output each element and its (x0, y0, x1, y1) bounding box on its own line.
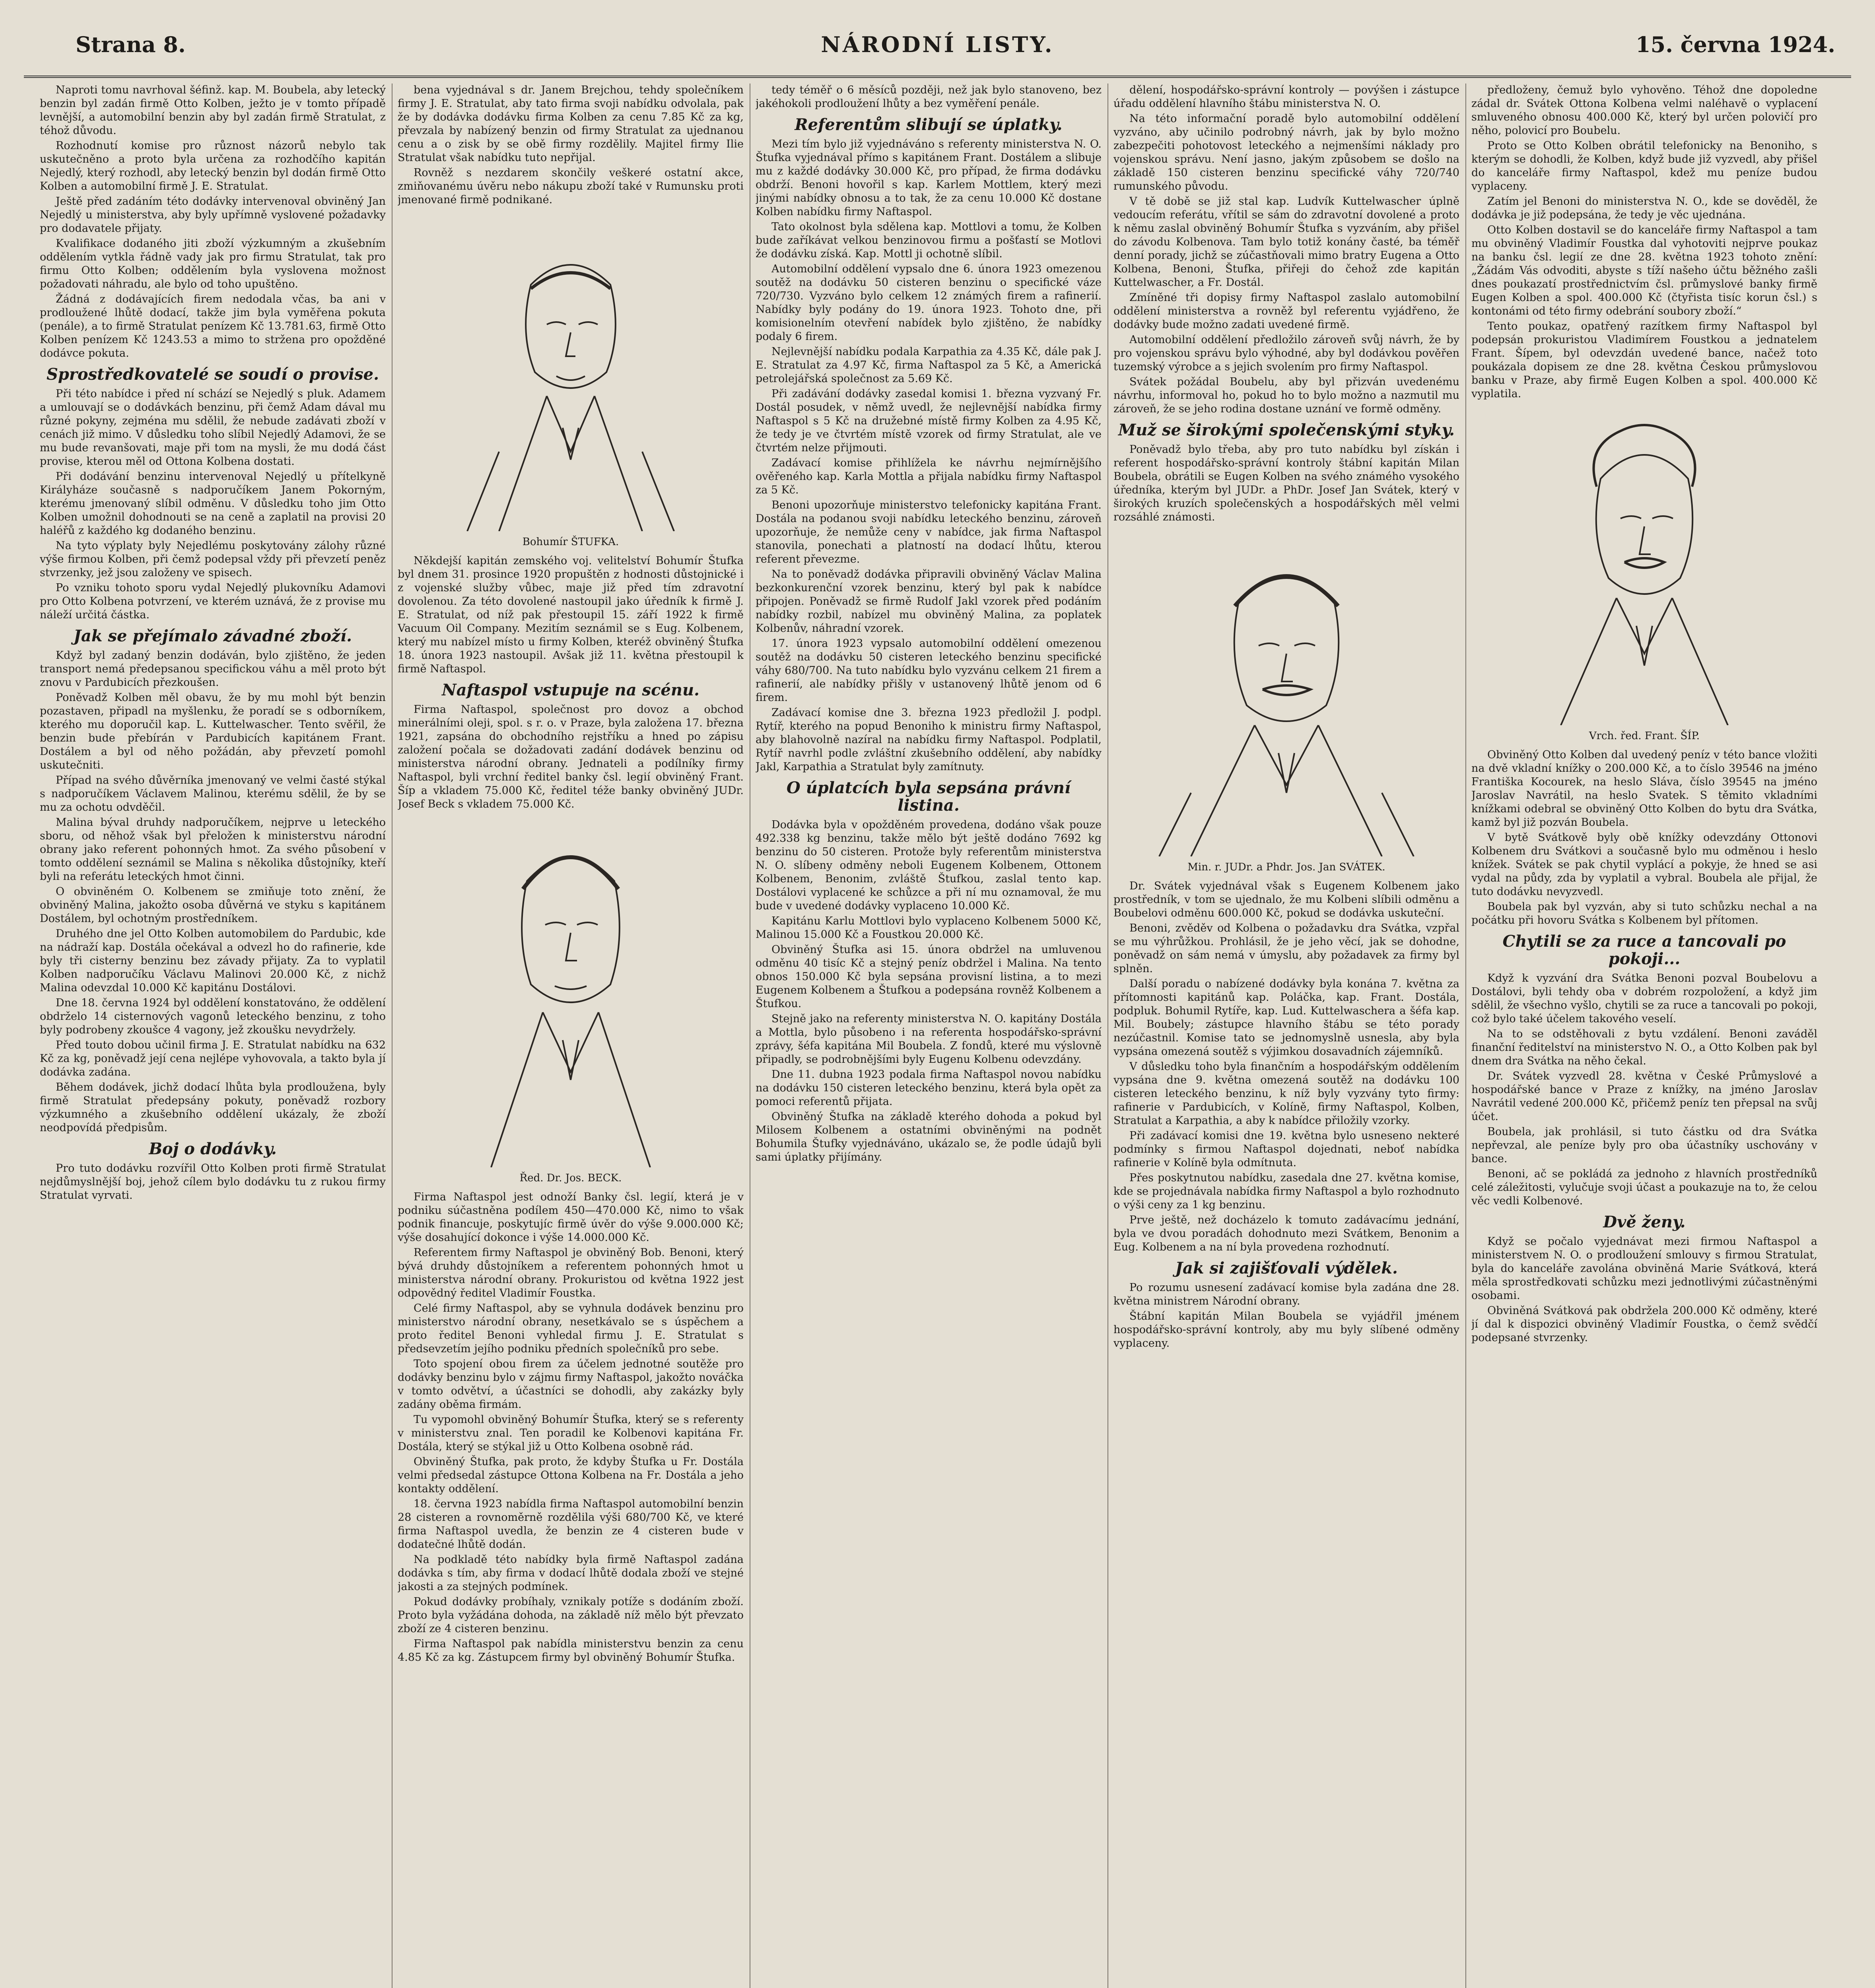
portrait-caption: Bohumír ŠTUFKA. (522, 536, 619, 548)
article-paragraph: Benoni, zvěděv od Kolbena o požadavku dra Svátka, vzpřal se mu výhrůžkou. Prohlásil, že je jeho věcí, jak se dohodne, poněvadž on sám nemá v úmyslu, aby požadavek za firmy byl splněn. (1113, 922, 1459, 975)
article-paragraph: bena vyjednával s dr. Janem Brejchou, tehdy společníkem firmy J. E. Stratulat, aby tato firma svoji nabídku odvolala, pak že by dodávka dodávku firma Kolben za cenu 7.85 Kč za kg, převzala by nabízený benzin od firmy Stratulat za ujednanou cenu a o zisk by se obě firmy rozdělily. Majitel firmy Ilie Stratulat však nabídku tuto nepřijal. (398, 84, 744, 164)
article-paragraph: Malina býval druhdy nadporučíkem, nejprve u leteckého sboru, od něhož však byl přeložen k ministerstvu národní obrany jako referent pohonných hmot. Za svého působení v tomto oddělení seznámil se Malina s několika důstojníky, kteří byli na referátu leteckých hmot činni. (40, 816, 386, 883)
column-5 (1471, 83, 1817, 1988)
article-paragraph: Obviněná Svátková pak obdržela 200.000 Kč odměny, které jí dal k dispozici obviněný Vladimír Foustka, o čemž svědčí podepsané stvrzenky. (1471, 1305, 1817, 1344)
article-paragraph: Tento poukaz, opatřený razítkem firmy Naftaspol byl podepsán prokuristou Vladimírem Foustkou a jednatelem Frant. Šípem, byl odevzdán uvedené bance, načež toto poukázala dopisem ze dne 28. května Českou průmyslovou banku v Praze, aby firmě Eugen Kolben a spol. 400.000 Kč vyplatila. (1471, 320, 1817, 400)
article-paragraph: Dne 18. června 1924 byl oddělení konstatováno, že oddělení obdrželo 14 cisternových vagonů leteckého benzinu, z toho byly podrobeny zkoušce 4 vagony, jež zkoušku nevydržely. (40, 997, 386, 1036)
portrait-caption: Vrch. řed. Frant. ŠÍP. (1589, 730, 1700, 742)
article-paragraph: Přes poskytnutou nabídku, zasedala dne 27. května komise, kde se projednávala nabídka firmy Naftaspol a bylo rozhodnuto o výši ceny za 1 kg benzinu. (1113, 1172, 1459, 1211)
portrait-sketch (451, 817, 690, 1167)
article-paragraph: Pro tuto dodávku rozvířil Otto Kolben proti firmě Stratulat nejdůmyslnější boj, jehož cílem bylo dodávku tu z rukou firmy Stratulat vyrvati. (40, 1162, 386, 1202)
section-heading: Jak si zajišťovali výdělek. (1175, 1259, 1398, 1277)
article-paragraph: Obviněný Otto Kolben dal uvedený peníz v této bance vložiti na dvě vkladní knížky o 200.000 Kč, a to číslo 39546 na jméno Františka Kocourek, na heslo Sláva, číslo 39545 na jméno Jaroslav Navrátil, na heslo Svatek. S těmito vkladními knížkami odebral se obviněný Otto Kolben do bytu dra Svátka, kamž byl již pozván Boubela. (1471, 749, 1817, 829)
article-paragraph: Kvalifikace dodaného jiti zboží výzkumným a zkušebním oddělením vytkla řádně vady jak pro firmu Stratulat, tak pro firmu Otto Kolben; oddělením byla vyslovena možnost požadovati náhradu, ale bylo od toho upuštěno. (40, 237, 386, 290)
article-paragraph: Když byl zadaný benzin dodáván, bylo zjištěno, že jeden transport nemá předepsanou specifickou váhu a měl proto být znovu v Pardubicích přezkoušen. (40, 649, 386, 689)
article-paragraph: Zadávací komise dne 3. března 1923 předložil J. podpl. Rytíř, kterého na popud Benoniho k ministru firmy Naftaspol, aby blahovolně nazíral na nabídku firmy Naftaspol. Podplatil, Rytíř navrhl podle zvláštní zkušebního oddělení, aby nabídky Jakl, Karpathia a Stratulat byly zamítnuty. (756, 707, 1102, 773)
section-heading: Muž se širokými společenskými styky. (1118, 421, 1455, 439)
article-paragraph: Firma Naftaspol jest odnoží Banky čsl. legií, která je v podniku súčastněna podílem 450—470.000 Kč, nimo to však podnik financuje, poskytujíc firmě úvěr do výše 9.000.000 Kč; výše dosahující dokonce i výše 14.000.000 Kč. (398, 1191, 744, 1244)
portrait-sketch (1143, 530, 1430, 856)
article-paragraph: Na to se odstěhovali z bytu vzdálení. Benoni zaváděl finanční ředitelství na ministerstvo N. O., a Otto Kolben pak byl dnem dra Svátka na něho čekal. (1471, 1028, 1817, 1067)
article-paragraph: Někdejší kapitán zemského voj. velitelství Bohumír Štufka byl dnem 31. prosince 1920 propuštěn z hodnosti důstojnické i z vojenské služby vůbec, maje již před tím zdravotní dovolenou. Za této dovolené nastoupil jako úředník k firmě J. E. Stratulat, od níž pak přestoupil 15. září 1922 k firmě Vacuum Oil Company. Mezitím seznámil se s Eug. Kolbenem, který mu nabízel místo u firmy Kolben, kteréž obviněný Štufka 18. února 1923 nastoupil. Avšak již 11. května přestoupil k firmě Naftaspol. (398, 555, 744, 675)
article-paragraph: Druhého dne jel Otto Kolben automobilem do Pardubic, kde na nádraží kap. Dostála očekával a odvezl ho do rafinerie, kde byly tři cisterny benzinu bez závady přijaty. Za to vyplatil Kolben nadporučíku Václavu Malinovi 20.000 Kč, z nichž Malina odevzdal 10.000 Kč kapitánu Dostálovi. (40, 928, 386, 994)
article-paragraph: Prve ještě, než docházelo k tomuto zadávacímu jednání, byla ve dvou poradách dohodnuto mezi Svátkem, Benonim a Eug. Kolbenem a na ní byla provedena rozhodnutí. (1113, 1214, 1459, 1253)
article-paragraph: Poněvadž Kolben měl obavu, že by mu mohl být benzin pozastaven, připadl na myšlenku, že poradí se s odborníkem, kterého mu doporučil kap. L. Kuttelwascher. Tento svěřil, že benzin bude přebírán v Pardubicích kapitánem Frant. Dostálem a byl od něho požádán, aby převzetí pomohl uskutečniti. (40, 691, 386, 771)
section-heading: Naftaspol vstupuje na scénu. (442, 681, 699, 699)
article-paragraph: Otto Kolben dostavil se do kanceláře firmy Naftaspol a tam mu obviněný Vladimír Foustka dal vyhotoviti nejprve poukaz na banku čsl. legií ze dne 28. května 1923 tohoto znění: „Žádám Vás odvoditi, abyste s tíží našeho účtu běžného zašli dnes poukazatí prostřednictvím čsl. průmyslové banky firmě Eugen Kolben a spol. 400.000 Kč (čtyřista tisíc korun čsl.) s kontonámi od této firmy odebrání soubory zboží.“ (1471, 224, 1817, 317)
article-paragraph: 17. února 1923 vypsalo automobilní oddělení omezenou soutěž na dodávku 50 cisteren leteckého benzinu specifické váhy 680/700. Na tuto nabídku bylo vyzvánu celkem 21 firem a rafinerií, ale nabídky přišly v ustanovený lhůtě jenom od 6 firem. (756, 637, 1102, 704)
article-paragraph: Firma Naftaspol, společnost pro dovoz a obchod minerálními oleji, spol. s r. o. v Praze, byla založena 17. března 1921, zapsána do obchodního rejstříku a hned po zápisu založení počala se dožadovati zadání dodávek benzinu od ministerstva národní obrany. Jednateli a podílníky firmy Naftaspol, byli vrchní ředitel banky čsl. legií obviněný Frant. Šíp a vkladem 75.000 Kč, ředitel téže banky obviněný JUDr. Josef Beck s vkladem 75.000 Kč. (398, 703, 744, 810)
article-paragraph: Rozhodnutí komise pro různost názorů nebylo tak uskutečněno a proto byla určena za rozhodčího kapitán Nejedlý, který rozhodl, aby letecký benzin byl dodán firmě Otto Kolben a automobilní firmě J. E. Stratulat. (40, 140, 386, 192)
issue-date: 15. června 1924. (1636, 32, 1835, 57)
article-paragraph: Nejlevnější nabídku podala Karpathia za 4.35 Kč, dále pak J. E. Stratulat za 4.97 Kč, firma Naftaspol za 5 Kč, a Americká petrolejářská společnost za 5.69 Kč. (756, 346, 1102, 385)
article-paragraph: Automobilní oddělení vypsalo dne 6. února 1923 omezenou soutěž na dodávku 50 cisteren benzinu o specifické váze 720/730. Vyzváno bylo celkem 12 známých firem a rafinerií. Nabídky byly podány do 19. února 1923. Tohoto dne, při komisionelním otevření nabídek bylo zjištěno, že nabídky podaly 6 firem. (756, 263, 1102, 343)
article-paragraph: Při zadávání dodávky zasedal komisi 1. března vyzvaný Fr. Dostál posudek, v němž uvedl, že nejlevnější nabídka firmy Naftaspol s 5 Kč na družebné místě firmy Kolben za 4.95 Kč, že tedy je ve čtvrtém místě vzorek od firmy Stratulat, ale ve čtvrtém nelze přijmouti. (756, 388, 1102, 454)
article-paragraph: Štábní kapitán Milan Boubela se vyjádřil jménem hospodářsko-správní kontroly, aby mu byly slíbené odměny vyplaceny. (1113, 1310, 1459, 1349)
article-paragraph: Na tyto výplaty byly Nejedlému poskytovány zálohy různé výše firmou Kolben, při čemž podepsal vždy při převzetí peněz stvrzenky, jež jsou založeny ve spisech. (40, 540, 386, 579)
article-paragraph: Žádná z dodávajících firem nedodala včas, ba ani v prodloužené lhůtě dodací, takže jim byla vyměřena pokuta (penále), a to firmě Stratulat penízem Kč 13.781.63, firmě Otto Kolben penízem Kč 1243.53 a mimo to stržena pro opožděné dodávce pokuta. (40, 293, 386, 359)
portrait-sip (1471, 407, 1817, 725)
portrait-svatek (1113, 530, 1459, 856)
article-paragraph: Obviněný Štufka asi 15. února obdržel na umluvenou odměnu 40 tisíc Kč a stejný peníz obdržel i Malina. Na tento obnos 150.000 Kč byla sepsána provisní listina, a to mezi Eugenem Kolbenem a Štufkou a podepsána rovněž Kolbenem a Štufkou. (756, 944, 1102, 1010)
article-paragraph: dělení, hospodářsko-správní kontroly — povýšen i zástupce úřadu oddělení hlavního štábu ministerstva N. O. (1113, 84, 1459, 110)
article-paragraph: Když se počalo vyjednávat mezi firmou Naftaspol a ministerstvem N. O. o prodloužení smlouvy s firmou Stratulat, byla do kanceláře zavolána obviněná Marie Svátková, která měla sprostředkovati schůzku mezi jednotlivými zúčastněnými osobami. (1471, 1235, 1817, 1302)
article-paragraph: Dr. Svátek vyjednával však s Eugenem Kolbenem jako prostředník, v tom se ujednalo, že mu Kolbeni slíbili odměnu a Boubelovi odměnu 600.000 Kč, pokud se dodávka uskuteční. (1113, 880, 1459, 919)
article-paragraph: Naproti tomu navrhoval šéfinž. kap. M. Boubela, aby letecký benzin byl zadán firmě Otto Kolben, ježto je v tomto případě levnější, a automobilní benzin aby byl zadán firmě Stratulat, z téhož důvodu. (40, 84, 386, 137)
article-paragraph: Pokud dodávky probíhaly, vznikaly potíže s dodáním zboží. Proto byla vyžádána dohoda, na základě níž mělo být převzato zboží ze 4 cisteren benzinu. (398, 1596, 744, 1635)
section-heading: Dvě ženy. (1603, 1213, 1686, 1231)
article-paragraph: Zatím jel Benoni do ministerstva N. O., kde se dověděl, že dodávka je již podepsána, že tedy je věc ujednána. (1471, 195, 1817, 221)
article-paragraph: Dne 11. dubna 1923 podala firma Naftaspol novou nabídku na dodávku 150 cisteren leteckého benzinu, která byla opět za pomoci referentů přijata. (756, 1068, 1102, 1108)
portrait-caption: Min. r. JUDr. a Phdr. Jos. Jan SVÁTEK. (1187, 861, 1385, 873)
article-paragraph: Při dodávání benzinu intervenoval Nejedlý u přítelkyně Királyháze současně s nadporučíkem Janem Pokorným, kterému jmenovaný slíbil odměnu. V důsledku toho jim Otto Kolben umožnil dohodnouti se na ceně a zaplatil na provisi 20 haléřů z každého kg dodaného benzinu. (40, 470, 386, 537)
portrait-caption: Řed. Dr. Jos. BECK. (519, 1172, 622, 1184)
column-rule (1465, 83, 1466, 1988)
section-heading: Sprostředkovatelé se soudí o provise. (46, 365, 379, 384)
article-paragraph: Když k vyzvání dra Svátka Benoni pozval Boubelovu a Dostálovi, byli tehdy oba v dobrém rozpoložení, a když jim sdělil, že všechno vyšlo, chytili se za ruce a tancovali po pokoji, což bylo také účelem takového veselí. (1471, 972, 1817, 1025)
page-number: Strana 8. (76, 32, 186, 57)
section-heading: Chytili se za ruce a tancovali po pokoji... (1502, 932, 1786, 968)
portrait-stufka (398, 213, 744, 531)
article-paragraph: Mezi tím bylo již vyjednáváno s referenty ministerstva N. O. Štufka vyjednával přímo s kapitánem Frant. Dostálem a slibuje mu z každé dodávky 30.000 Kč, pro případ, že firma dodávku obdrží. Benoni hovořil s kap. Karlem Mottlem, který mezi jinými nabídky obnosu a to tak, že za cenu 10.000 Kč dostane Kolben nabídku firmy Naftaspol. (756, 138, 1102, 218)
section-heading: Jak se přejímalo závadné zboží. (74, 627, 352, 645)
article-paragraph: Obviněný Štufka na základě kterého dohoda a pokud byl Milosem Kolbenem a ostatními obviněnými na podnět Bohumila Štufky vyjednáváno, ukázalo se, že podle údajů byli sami úplatky přijímány. (756, 1110, 1102, 1163)
column-3 (756, 83, 1102, 1988)
article-paragraph: Dr. Svátek vyzvedl 28. května v České Průmyslové a hospodářské bance v Praze z knížky, na jméno Jaroslav Navrátil vedené 200.000 Kč, přičemž peníz ten přepsal na svůj účet. (1471, 1070, 1817, 1123)
article-paragraph: Rovněž s nezdarem skončily veškeré ostatní akce, zmiňovanému úvěru nebo nákupu zboží také v Rumunsku proti jmenované firmě podnikané. (398, 167, 744, 206)
article-paragraph: Při zadávací komisi dne 19. května bylo usneseno nekteré podmínky s firmou Naftaspol dojednati, neboť nabídka rafinerie v Kolíně byla odmítnuta. (1113, 1130, 1459, 1169)
newspaper-title: NÁRODNÍ LISTY. (821, 32, 1054, 57)
portrait-beck (398, 817, 744, 1167)
article-paragraph: Při této nabídce i před ní schází se Nejedlý s pluk. Adamem a umlouvají se o dodávkách benzinu, při čemž Adam dával mu různé pokyny, zejména mu sdělil, že nebude zadávati zboží v cenách již mimo. V důsledku toho slíbil Nejedlý Adamovi, že se mu bude revanšovati, maje při tom na mysli, že mu dodá část provise, kterou měl od Ottona Kolbena dostati. (40, 388, 386, 468)
portrait-sketch (451, 213, 690, 531)
article-paragraph: Další poradu o nabízené dodávky byla konána 7. května za přítomnosti kapitánů kap. Poláčka, kap. Frant. Dostála, podpluk. Bohumil Rytíře, kap. Lud. Kuttelwaschera a šéfa kap. Mil. Boubely; zástupce hlavního štábu se této porady nezúčastnil. Komise tato se jednomyslně usnesla, aby byla vypsána omezená soutěž s výjimkou dosavadních zájemníků. (1113, 978, 1459, 1058)
article-paragraph: Na podkladě této nabídky byla firmě Naftaspol zadána dodávka s tím, aby firma v dodací lhůtě dodala zboží ve stejné jakosti a za stejných podmínek. (398, 1553, 744, 1593)
article-paragraph: Dodávka byla v opožděném provedena, dodáno však pouze 492.338 kg benzinu, takže mělo být ještě dodáno 7692 kg benzinu do 50 cisteren. Protože byly referentům ministerstva N. O. slíbeny odměny neboli Eugenem Kolbenem, Ottonem Kolbenem, Benonim, zvláště Štufkou, zaslal tento kap. Dostálovi vyplacené ke schůzce a při ní mu oznamoval, že mu bude v uvedené dodávky vyplaceno 10.000 Kč. (756, 819, 1102, 912)
article-paragraph: Zmíněné tři dopisy firmy Naftaspol zaslalo automobilní oddělení ministerstva a rovněž byl referentu vyjádřeno, že dodávky bude možno zadati uvedené firmě. (1113, 291, 1459, 331)
article-paragraph: Před touto dobou učinil firma J. E. Stratulat nabídku na 632 Kč za kg, poněvadž její cena nejlépe vyhovovala, a takto byla jí dodávka zadána. (40, 1039, 386, 1078)
article-paragraph: O obviněném O. Kolbenem se zmiňuje toto znění, že obviněný Malina, jakožto osoba důvěrná ve styku s kapitánem Dostálem, byl ochotným prostředníkem. (40, 885, 386, 925)
article-paragraph: Boubela, jak prohlásil, si tuto částku od dra Svátka nepřevzal, ale peníze byly pro oba účastníky uschovány v bance. (1471, 1126, 1817, 1165)
article-paragraph: 18. června 1923 nabídla firma Naftaspol automobilní benzin 28 cisteren a rovnoměrně rozdělila výši 680/700 Kč, ve které firma Naftaspol uvedla, že benzin ze 4 cisteren bude v dodatečné lhůtě dodán. (398, 1498, 744, 1551)
portrait-sketch (1521, 407, 1768, 725)
article-paragraph: Celé firmy Naftaspol, aby se vyhnula dodávek benzinu pro ministerstvo národní obrany, nesetkávalo se s úspěchem a proto ředitel Benoni vyhledal firmu J. E. Stratulat s předsevzetím jejího podniku předních společníků pro sebe. (398, 1302, 744, 1355)
article-paragraph: Po rozumu usnesení zadávací komise byla zadána dne 28. května ministrem Národní obrany. (1113, 1281, 1459, 1307)
article-paragraph: Automobilní oddělení předložilo zároveň svůj návrh, že by pro vojenskou správu bylo výhodné, aby byl dodávkou pověřen tuzemský výrobce a s jejich svolením pro firmy Naftaspol. (1113, 334, 1459, 373)
article-paragraph: Proto se Otto Kolben obrátil telefonicky na Benoniho, s kterým se dohodli, že Kolben, když bude již vyzvedl, aby přišel do kanceláře firmy Naftaspol, kdež mu peníze budou vyplaceny. (1471, 140, 1817, 192)
article-paragraph: Během dodávek, jichž dodací lhůta byla prodloužena, byly firmě Stratulat předepsány pokuty, poněvadž rozbory výzkumného a zkušebního oddělení ukázaly, že zboží neodpovídá předpisům. (40, 1081, 386, 1134)
masthead (24, 16, 1851, 78)
article-paragraph: Po vzniku tohoto sporu vydal Nejedlý plukovníku Adamovi pro Otto Kolbena potvrzení, ve kterém uznává, že z provise mu náleží určitá částka. (40, 582, 386, 621)
section-heading: O úplatcích byla sepsána právní listina. (786, 779, 1071, 815)
article-paragraph: Na to poněvadž dodávka připravili obviněný Václav Malina bezkonkurenční vzorek benzinu, který byl pak k nabídce připojen. Poněvadž se firmě Rudolf Jakl vzorek před podáním nabídky rozbil, nabízel mu obviněný Malina, za poplatek Kolbenův, náhradní vzorek. (756, 568, 1102, 635)
article-paragraph: Benoni, ač se pokládá za jednoho z hlavních prostředníků celé záležitosti, vylučuje svoji účast a poukazuje na to, že celou věc vedli Kolbenové. (1471, 1168, 1817, 1207)
article-paragraph: V tě době se již stal kap. Ludvík Kuttelwascher úplně vedoucím referátu, vřítil se sám do zdravotní dovolené a proto k němu zaslal obviněný Bohumír Štufka s vyzváním, aby přišel do závodu Kolbenova. Tam bylo totiž konány časté, ba téměř denní porady, jichž se zúčastňovali mimo bratry Eugena a Otto Kolbena, Benoni, Štufka, přiřeji do čehož zde kapitán Kuttelwascher, a Fr. Dostál. (1113, 195, 1459, 289)
article-paragraph: Boubela pak byl vyzván, aby si tuto schůzku nechal a na počátku při hovoru Svátka s Kolbenem byl přítomen. (1471, 901, 1817, 926)
article-paragraph: Kapitánu Karlu Mottlovi bylo vyplaceno Kolbenem 5000 Kč, Malinou 15.000 Kč a Foustkou 20.000 Kč. (756, 915, 1102, 941)
article-paragraph: V bytě Svátkově byly obě knížky odevzdány Ottonovi Kolbenem dru Svátkovi a současně bylo mu odměnou i heslo knížek. Svátek se pak chytil vyplácí a pokyje, že hned se asi vydal na půdy, zda by vyplatil a vybral. Boubela ale přijal, že tuto dodávku nevyzvedl. (1471, 831, 1817, 898)
article-paragraph: předloženy, čemuž bylo vyhověno. Téhož dne dopoledne zádal dr. Svátek Ottona Kolbena velmi naléhavě o vyplacení smluveného obnosu 400.000 Kč, který byl určen polovičí pro něho, polovicí pro Boubelu. (1471, 84, 1817, 137)
article-paragraph: tedy téměř o 6 měsíců později, než jak bylo stanoveno, bez jakéhokoli prodloužení lhůty a bez vyměření penále. (756, 84, 1102, 110)
article-paragraph: Referentem firmy Naftaspol je obviněný Bob. Benoni, který bývá druhdy důstojníkem a referentem pohonných hmot u ministerstva národní obrany. Prokuristou od května 1922 jest odpovědný ředitel Vladimír Foustka. (398, 1246, 744, 1299)
article-paragraph: Stejně jako na referenty ministerstva N. O. kapitány Dostála a Mottla, bylo působeno i na referenta hospodářsko-správní zprávy, šéfa kapitána Mil Boubela. Z fondů, které mu výslovně připadly, se podrobnějšími byly Eugenu Kolbenu odevzdány. (756, 1013, 1102, 1066)
article-paragraph: Zadávací komise přihlížela ke návrhu nejmírnějšího ověřeného kap. Karla Mottla a přijala nabídku firmy Naftaspol za 5 Kč. (756, 457, 1102, 496)
article-paragraph: Tu vypomohl obviněný Bohumír Štufka, který se s referenty v ministerstvu znal. Ten poradil ke Kolbenovi kapitána Fr. Dostála, který se stýkal již u Otto Kolbena osobně rád. (398, 1413, 744, 1453)
article-paragraph: Ještě před zadáním této dodávky intervenoval obviněný Jan Nejedlý u ministerstva, aby byly upřímně vyslovené požadavky pro dodavatele přijaty. (40, 195, 386, 235)
article-paragraph: Tato okolnost byla sdělena kap. Mottlovi a tomu, že Kolben bude zaříkávat velkou benzinovou firmu a pošťastí se Motlovi že dodávku získá. Kap. Mottl ji ochotně slíbil. (756, 221, 1102, 260)
section-heading: Referentům slibují se úplatky. (795, 115, 1063, 134)
article-paragraph: Obviněný Štufka, pak proto, že kdyby Štufka u Fr. Dostála velmi předsedal zástupce Ottona Kolbena na Fr. Dostála a jeho kontakty oddělení. (398, 1456, 744, 1495)
section-heading: Boj o dodávky. (149, 1140, 277, 1158)
column-4 (1113, 83, 1459, 1988)
article-paragraph: Na této informační poradě bylo automobilní oddělení vyzváno, aby učinilo podrobný návrh, jak by bylo možno zabezpečiti pohotovost leteckého a nejmenšími náklady pro vojenskou správu. Není jasno, jakým způsobem se došlo na základě 150 cisteren benzinu specifické váhy 720/740 rumunského původu. (1113, 113, 1459, 192)
article-paragraph: Toto spojení obou firem za účelem jednotné soutěže pro dodávky benzinu bylo v zájmu firmy Naftaspol, jakožto nováčka v tomto odvětví, a účastníci se dohodli, aby zakázky byly zadány oběma firmám. (398, 1358, 744, 1411)
article-paragraph: Firma Naftaspol pak nabídla ministerstvu benzin za cenu 4.85 Kč za kg. Zástupcem firmy byl obviněný Bohumír Štufka. (398, 1638, 744, 1664)
article-paragraph: V důsledku toho byla finančním a hospodářským oddělením vypsána dne 9. května omezená soutěž na dodávku 100 cisteren leteckého benzinu, k níž byly vyzvány tyto firmy: rafinerie v Pardubicích, v Kolíně, firmy Naftaspol, Kolben, Stratulat a Karpathia, a aby k nabídce přiložily vzorky. (1113, 1060, 1459, 1127)
column-1 (40, 83, 386, 1988)
article-paragraph: Svátek požádal Boubelu, aby byl přizván uvedenému návrhu, informoval ho, pokud ho to bylo možno a nazmutil mu zároveň, že se jeho rodina dostane uznání ve formě odměny. (1113, 376, 1459, 415)
article-paragraph: Benoni upozorňuje ministerstvo telefonicky kapitána Frant. Dostála na podanou svoji nabídku leteckého benzinu, zároveň upozorňuje, že nemůže ceny v nabídce, jak firma Naftaspol stanovila, ponechati a platností na dodací lhůtu, kterou referent převezme. (756, 499, 1102, 565)
article-paragraph: Poněvadž bylo třeba, aby pro tuto nabídku byl získán i referent hospodářsko-správní kontroly štábní kapitán Milan Boubela, obrátili se Eugen Kolben na svého známého vysokého úředníka, kterým byl JUDr. a PhDr. Josef Jan Svátek, který v širokých kruzích společenských a hospodářských měl velmi rozsáhlé známosti. (1113, 443, 1459, 523)
column-2 (398, 83, 744, 1988)
article-paragraph: Případ na svého důvěrníka jmenovaný ve velmi časté stýkal s nadporučíkem Václavem Malinou, kterému sdělil, že by se mu za ochotu odvděčil. (40, 774, 386, 813)
